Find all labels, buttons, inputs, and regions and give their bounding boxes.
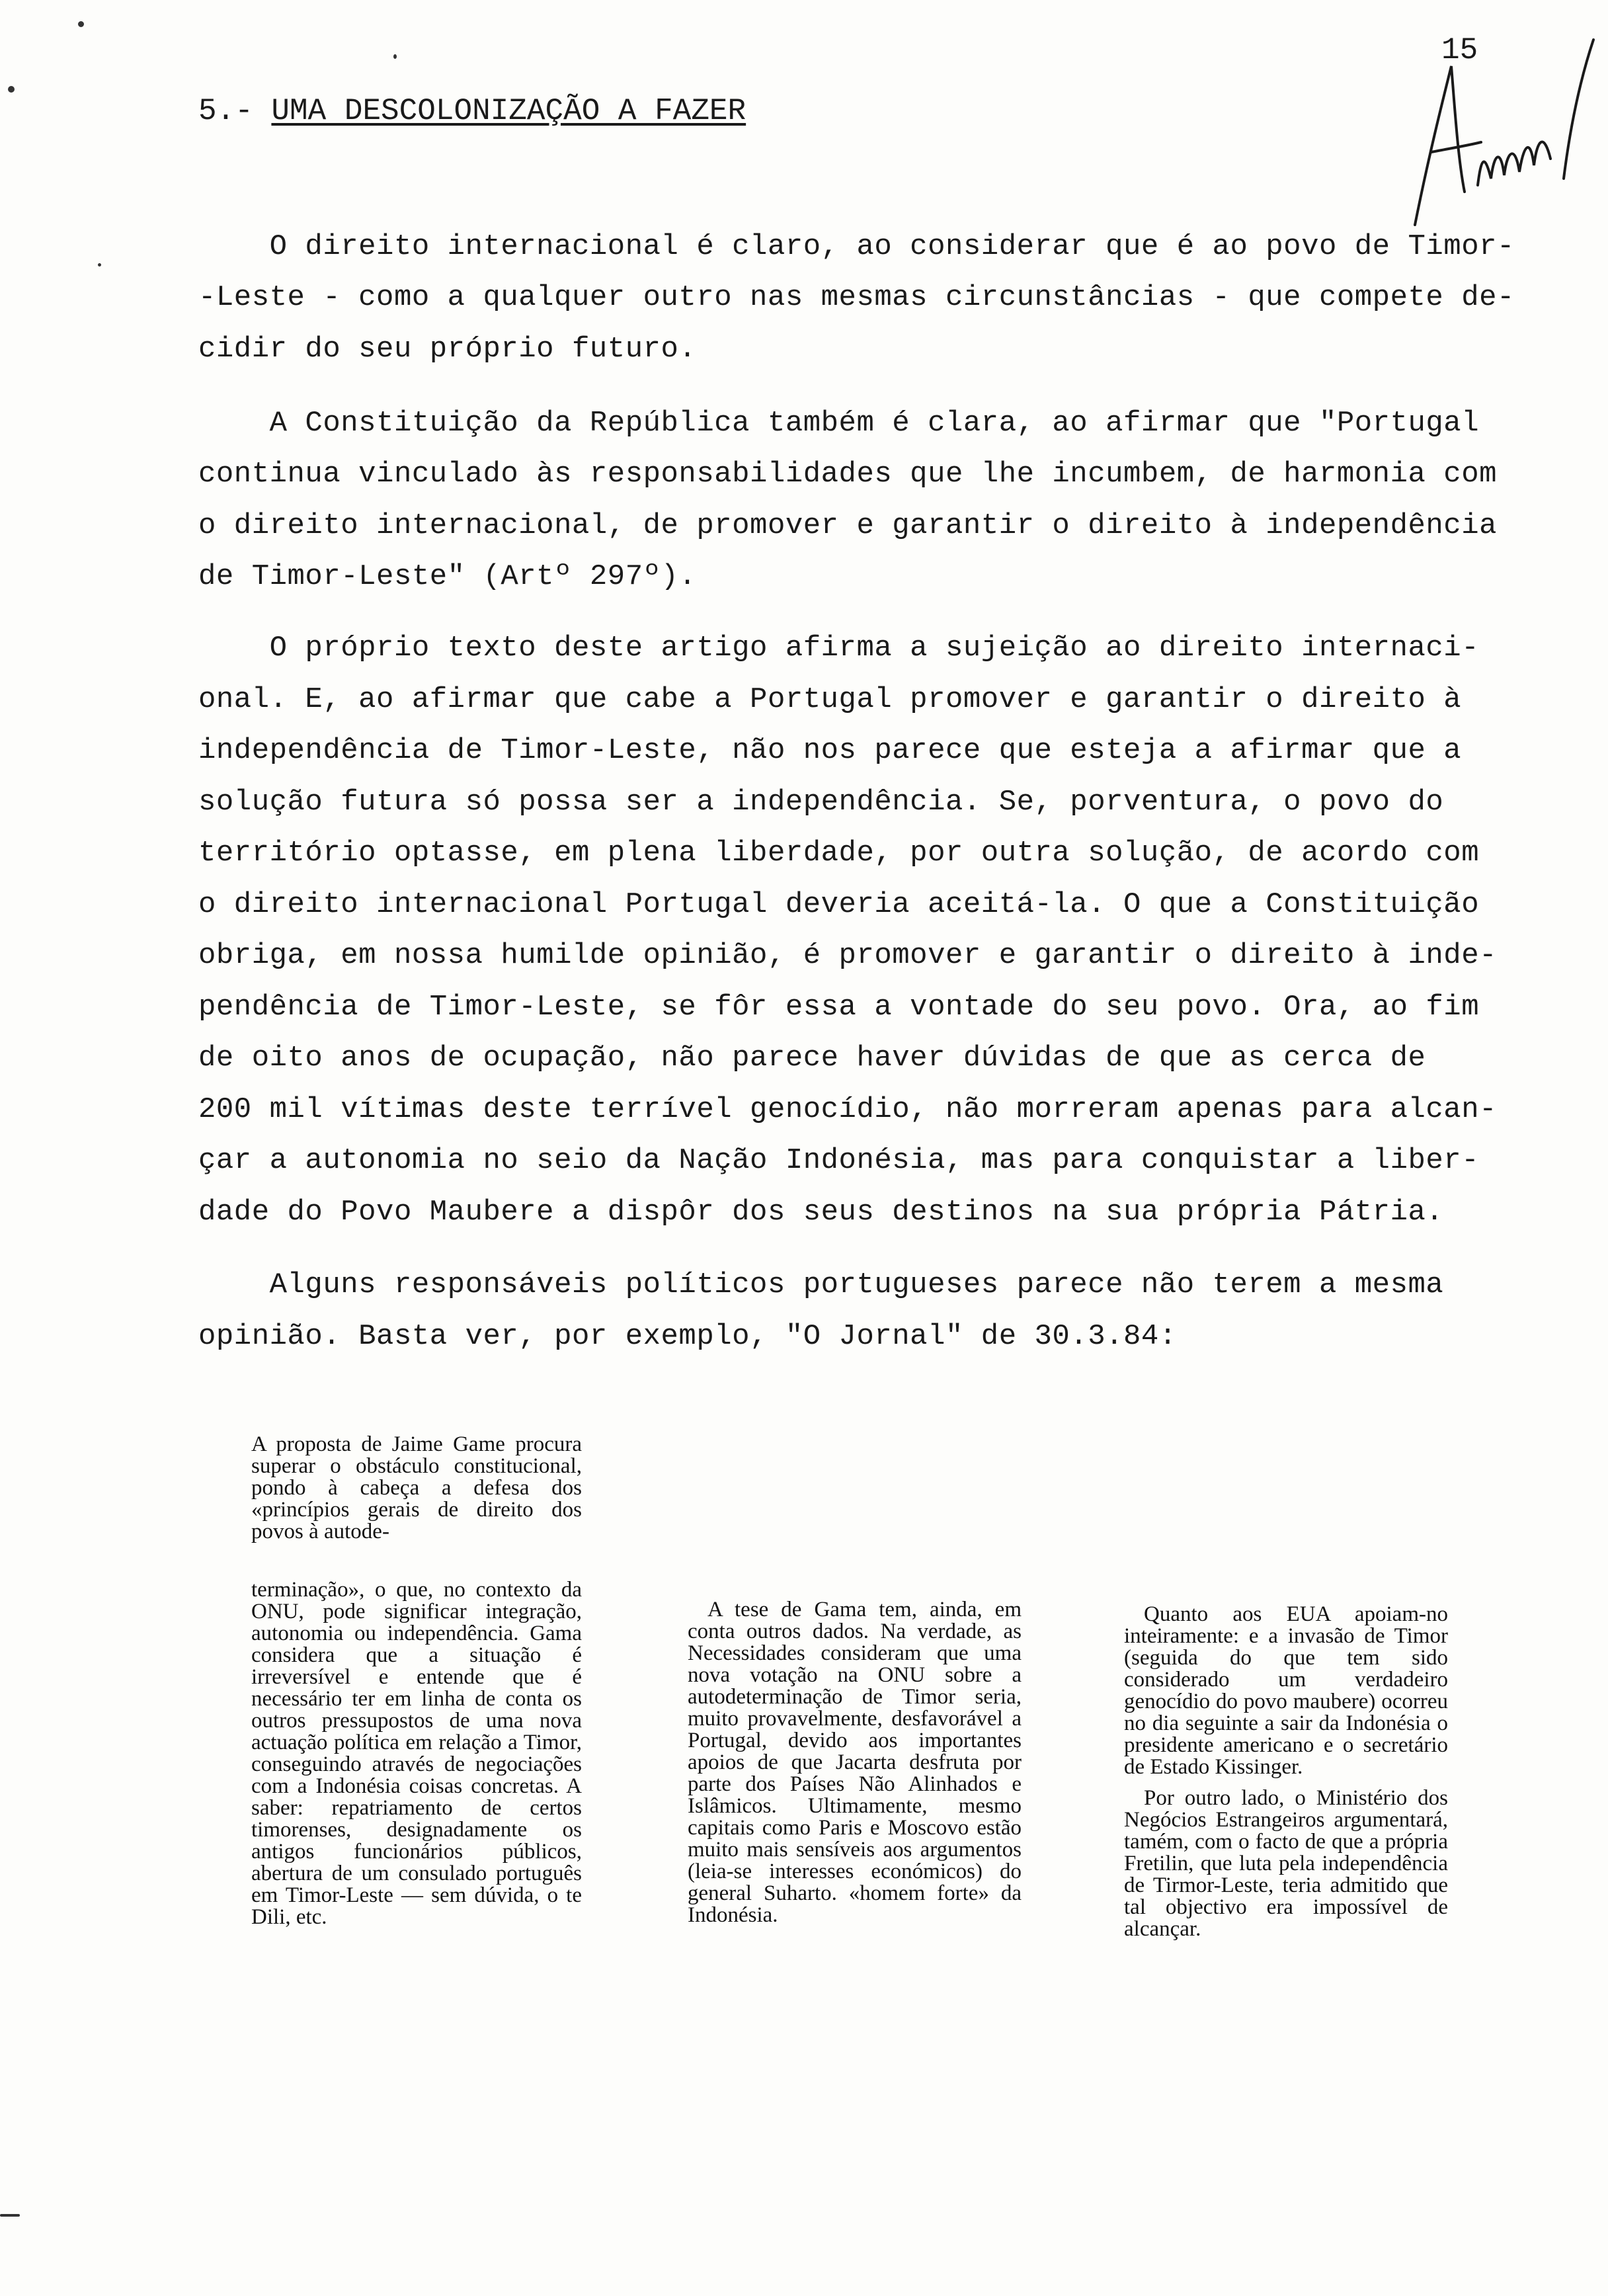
scan-speck [78, 21, 84, 27]
body-line: pendência de Timor-Leste, se fôr essa a vontade do seu povo. Ora, ao fim [198, 991, 1480, 1024]
body-line: A Constituição da República também é clara, ao afirmar que "Portugal [198, 407, 1480, 440]
page-number: 15 [1441, 33, 1478, 67]
body-line: obriga, em nossa humilde opinião, é promover e garantir o direito à inde- [198, 939, 1498, 972]
body-line: dade do Povo Maubere a dispôr dos seus destinos na sua própria Pátria. [198, 1196, 1444, 1229]
body-line: continua vinculado às responsabilidades que lhe incumbem, de harmonia com [198, 458, 1498, 491]
handwritten-signature [1402, 26, 1600, 245]
body-line: de oito anos de ocupação, não parece haver dúvidas de que as cerca de [198, 1042, 1426, 1075]
scan-speck [98, 263, 101, 266]
scan-speck [393, 54, 397, 59]
body-line: o direito internacional, de promover e garantir o direito à independência [198, 509, 1498, 542]
clipping-paragraph: terminação», o que, no contexto da ONU, pode significar integração, autonomia ou independência. Gama considera que a situação é irreversível e entende que é necessário ter em linha de conta os outros pressupostos de uma nova actuação política em relação a Timor, conseguindo através de negociações com a Indonésia coisas concretas. A saber: repatriamento de certos timorenses, designadamente os antigos funcionários públicos, abertura de um consulado português em Timor-Leste — sem dúvida, o te Dili, etc. [251, 1578, 582, 1929]
clipping-col1-part2 [251, 1579, 582, 1938]
clipping-paragraph: A proposta de Jaime Game procura superar o obstáculo constitucional, pondo à cabeça a defesa dos «princípios gerais de direito dos povos à autode- [251, 1432, 582, 1543]
clipping-col3 [1124, 1604, 1448, 1949]
clipping-paragraph: Quanto aos EUA apoiam-no inteiramente: e a invasão de Timor (seguida do que tem sido considerado um verdadeiro genocídio do povo maubere) ocorreu no dia seguinte a sair da Indonésia o presidente americano e o secretário de Estado Kissinger. [1124, 1602, 1448, 1779]
body-line: território optasse, em plena liberdade, por outra solução, de acordo com [198, 837, 1480, 870]
body-line: independência de Timor-Leste, não nos parece que esteja a afirmar que a [198, 734, 1462, 767]
body-line: 200 mil vítimas deste terrível genocídio, não morreram apenas para alcan- [198, 1093, 1498, 1126]
body-line: de Timor-Leste" (Artº 297º). [198, 560, 697, 593]
body-line: o direito internacional Portugal deveria aceitá-la. O que a Constituição [198, 888, 1480, 921]
clipping-paragraph: A tese de Gama tem, ainda, em conta outros dados. Na verdade, as Necessidades consideram que uma nova votação na ONU sobre a autodeterminação de Timor seria, muito provavelmente, desfavorável a Portugal, devido aos importantes apoios de que Jacarta desfruta por parte dos Países Não Alinhados e Islâmicos. Ultimamente, mesmo capitais como Paris e Moscovo estão muito mais sensíveis aos argumentos (leia-se interesses económicos) do general Suharto. «homem forte» da Indonésia. [688, 1598, 1022, 1927]
section-heading [198, 94, 746, 128]
body-line: cidir do seu próprio futuro. [198, 333, 697, 366]
body-line: solução futura só possa ser a independência. Se, porventura, o povo do [198, 786, 1444, 819]
scan-speck [8, 86, 15, 93]
section-number: 5.- [198, 94, 272, 128]
body-line: onal. E, ao afirmar que cabe a Portugal promover e garantir o direito à [198, 683, 1462, 716]
body-line: O próprio texto deste artigo afirma a sujeição ao direito internaci- [198, 632, 1480, 665]
body-line: O direito internacional é claro, ao considerar que é ao povo de Timor- [198, 230, 1515, 263]
body-line: çar a autonomia no seio da Nação Indonésia, mas para conquistar a liber- [198, 1144, 1480, 1177]
body-line: Alguns responsáveis políticos portugueses parece não terem a mesma [198, 1268, 1444, 1301]
scan-speck [0, 2214, 20, 2217]
clipping-col1-part1 [251, 1434, 582, 1552]
clipping-col2 [688, 1599, 1022, 1936]
body-line: opinião. Basta ver, por exemplo, "O Jornal" de 30.3.84: [198, 1320, 1177, 1353]
clipping-paragraph: Por outro lado, o Ministério dos Negócios Estrangeiros argumentará, tamém, com o facto de que a própria Fretilin, que luta pela independência de Tirmor-Leste, teria admitido que tal objectivo era impossível de alcançar. [1124, 1786, 1448, 1941]
section-title: UMA DESCOLONIZAÇÃO A FAZER [271, 94, 746, 128]
body-line: -Leste - como a qualquer outro nas mesmas circunstâncias - que compete de- [198, 281, 1515, 314]
